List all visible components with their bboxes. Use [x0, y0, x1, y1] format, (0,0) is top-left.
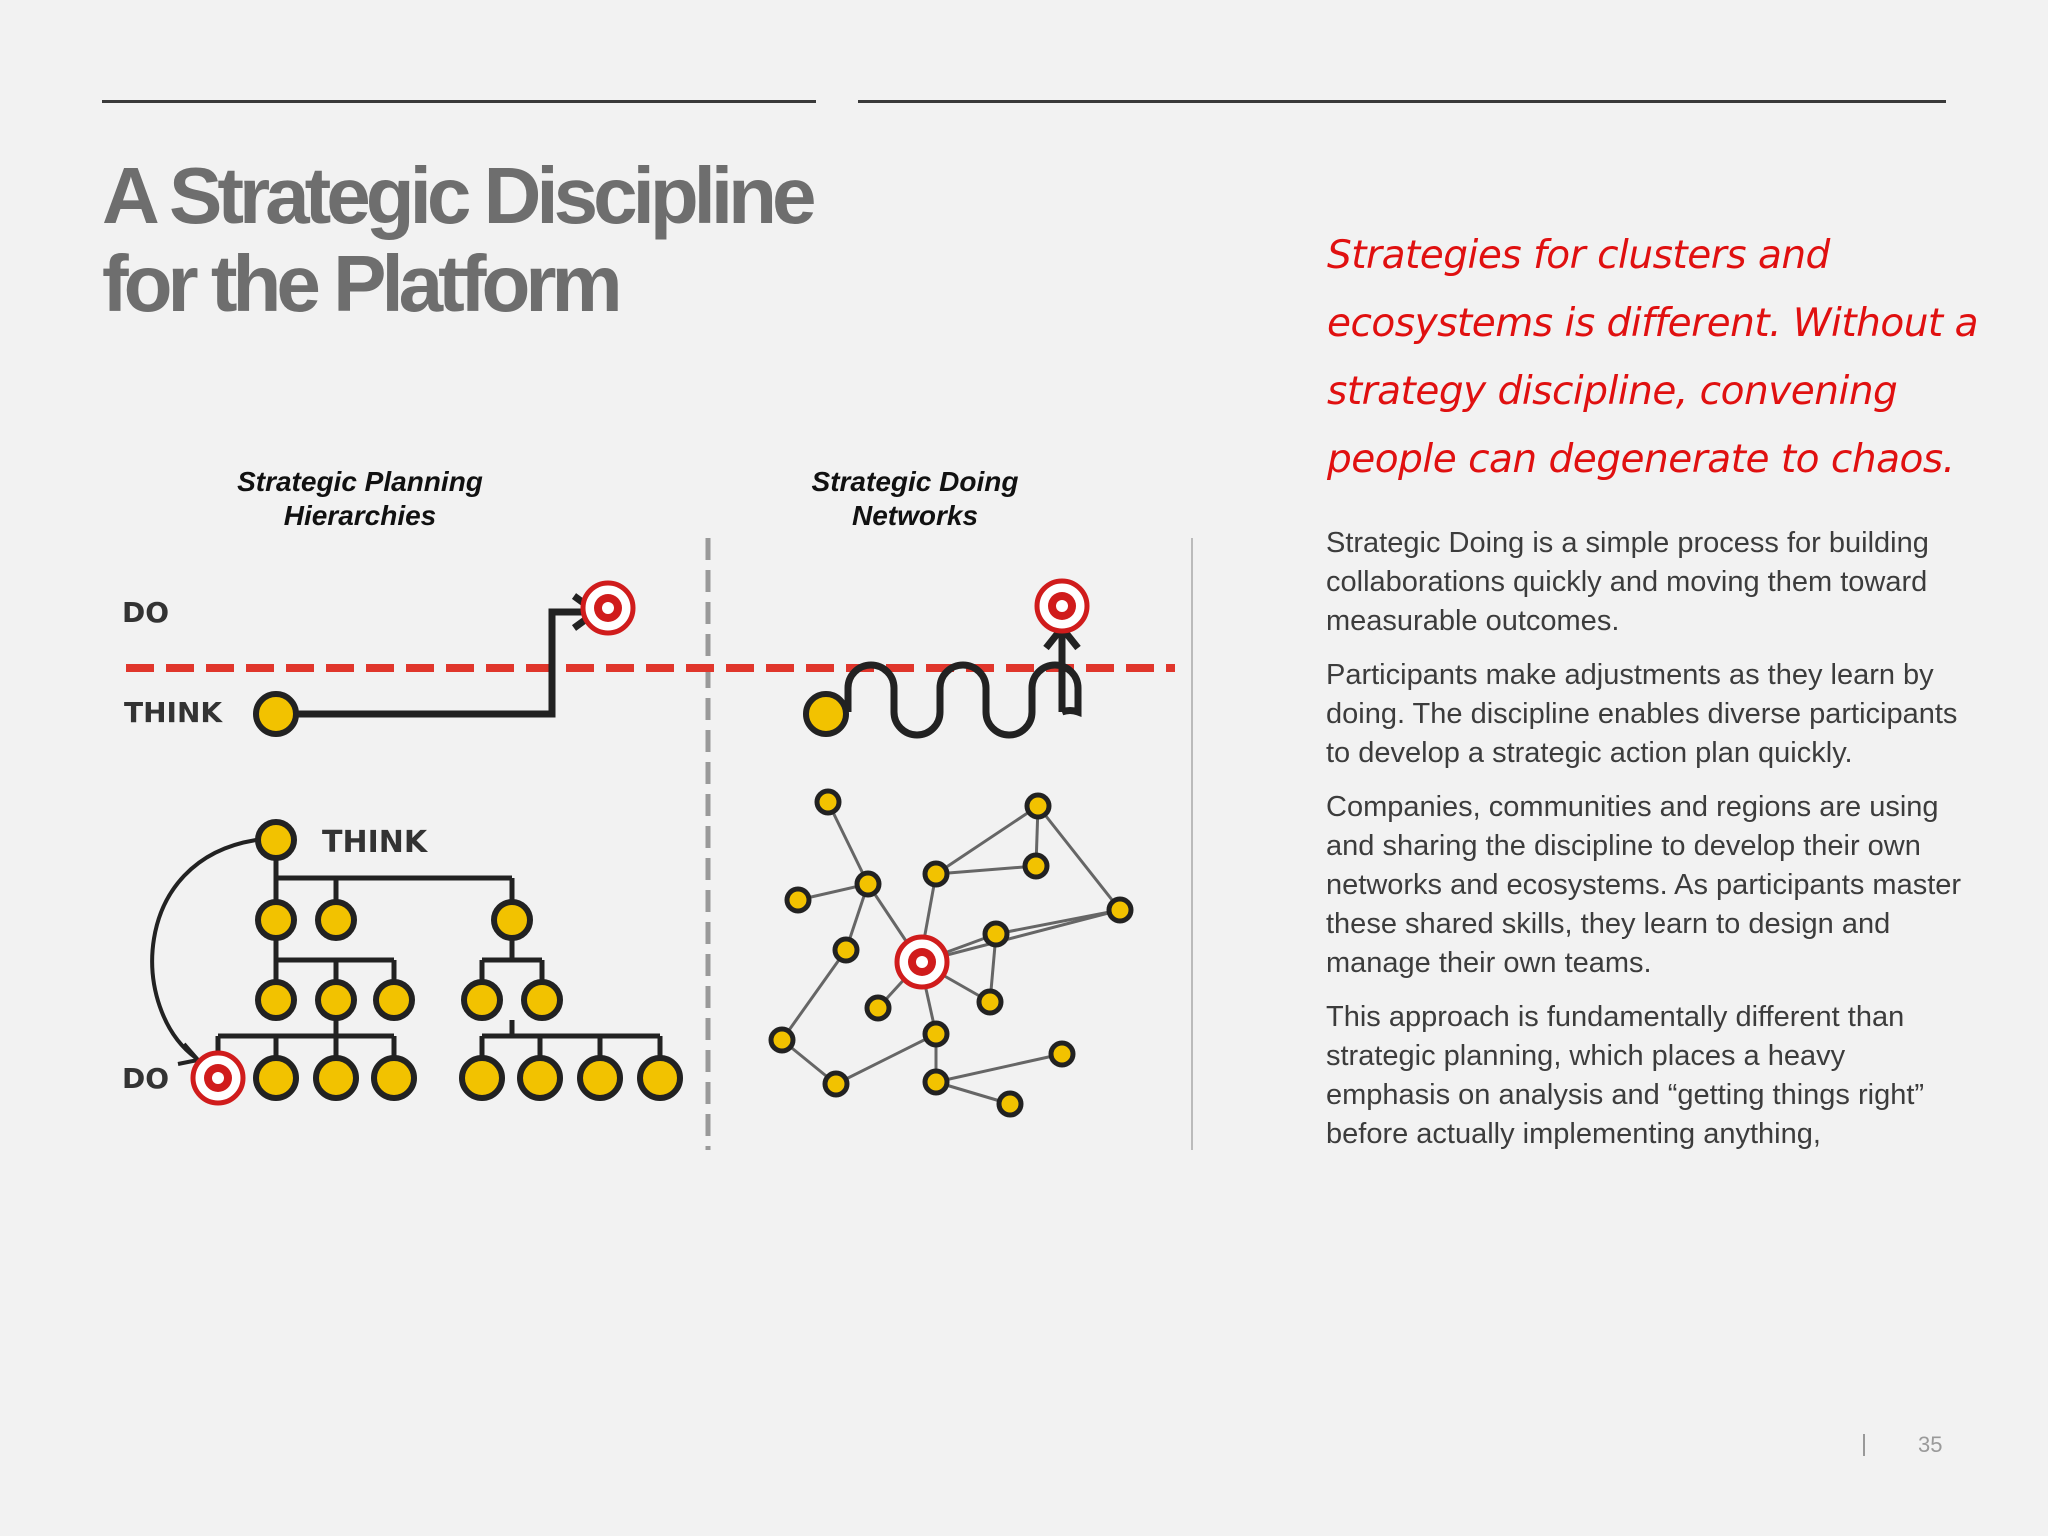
body-paragraph: Participants make adjustments as they learn by doing. The discipline enables diverse participants to develop a strategic action plan quickly.: [1326, 659, 1958, 769]
body-paragraph: This approach is fundamentally different than strategic planning, which places a heavy emphasis on analysis and “getting things right” before actually implementing anything,: [1326, 1001, 1925, 1150]
doing-path: [806, 581, 1087, 735]
think-label-top: THINK: [124, 696, 223, 729]
target-icon: [897, 937, 947, 987]
page-number-separator: [1863, 1434, 1865, 1456]
planning-path: [256, 583, 633, 734]
title-line-2: for the Platform: [102, 239, 618, 328]
think-label-tree: THINK: [322, 825, 428, 860]
title-line-1: A Strategic Discipline: [102, 151, 812, 240]
body-paragraph: Strategic Doing is a simple process for building collaborations quickly and moving them toward measurable outcomes.: [1326, 527, 1929, 637]
target-icon: [193, 1053, 243, 1103]
right-heading-line-2: Networks: [851, 500, 979, 531]
right-heading-line-1: Strategic Doing: [811, 466, 1019, 497]
target-icon: [583, 583, 633, 633]
think-node-doing: [806, 694, 846, 734]
do-label-bottom: DO: [122, 1062, 170, 1095]
do-label-top: DO: [122, 596, 170, 629]
left-heading-line-2: Hierarchies: [283, 500, 437, 531]
body-paragraph: Companies, communities and regions are using and sharing the discipline to develop their own networks and ecosystems. As participants master these shared skills, they learn to design and manage their own teams.: [1326, 791, 1962, 979]
hierarchy-tree: [152, 840, 660, 1064]
highlight-quote: Strategies for clusters and ecosystems is different. Without a strategy discipline, convening people can degenerate to chaos.: [1327, 233, 1979, 482]
left-heading-line-1: Strategic Planning: [237, 466, 483, 497]
target-icon: [1037, 581, 1087, 631]
page-number: 35: [1918, 1432, 1943, 1457]
think-node: [256, 694, 296, 734]
